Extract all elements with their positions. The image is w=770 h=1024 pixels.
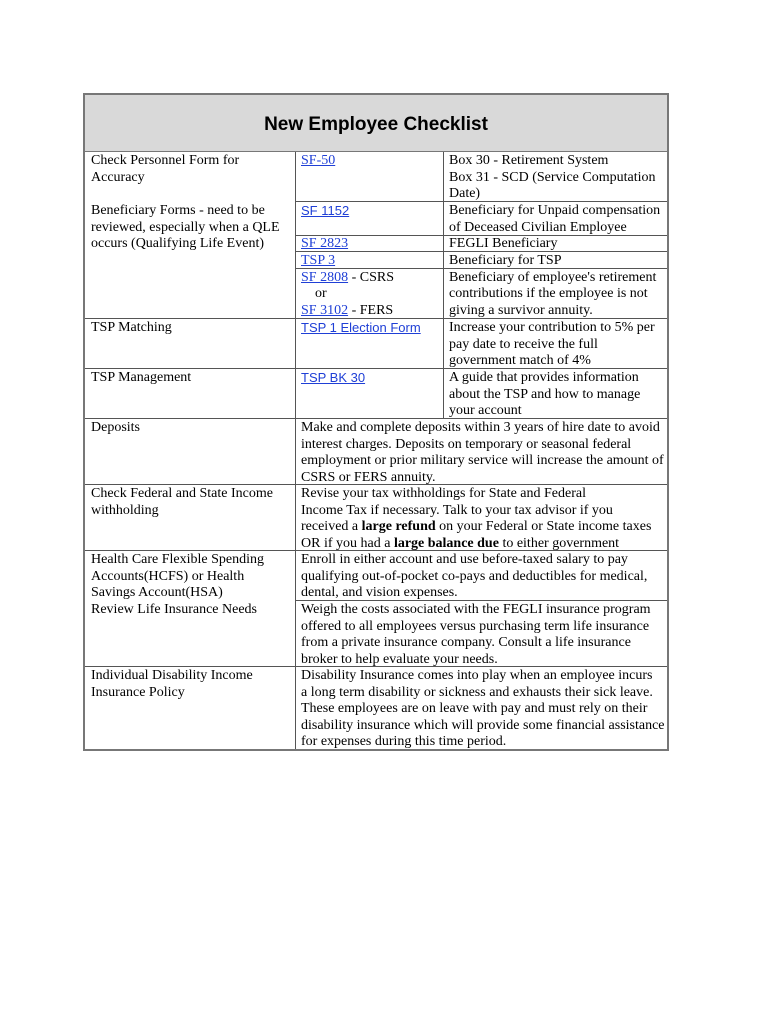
item-description: pay date to receive the full [449,336,598,352]
item-description: from a private insurance company. Consult a life insurance [301,635,631,650]
item-label: Accounts(HCFS) or Health [91,568,245,584]
item-description: These employees are on leave with pay and must rely on their [301,701,648,716]
item-description: Revise your tax withholdings for State and Federal [301,486,586,501]
item-description: Weigh the costs associated with the FEGLI insurance program [301,602,651,617]
column-divider [295,152,296,749]
row-divider [85,418,667,419]
item-label: Review Life Insurance Needs [91,602,257,617]
form-link-tsp3[interactable]: TSP 3 [301,252,336,268]
item-description: your account [449,403,522,418]
column-divider [443,152,444,418]
item-description: received a large refund on your Federal or State income taxes [301,519,652,534]
item-description: of Deceased Civilian Employee [449,219,627,235]
form-link-tspbk30[interactable]: TSP BK 30 [301,370,366,385]
item-description: employment or prior military service will increase the amount of [301,453,664,468]
item-description: a long term disability or sickness and exhausts their sick leave. [301,684,653,700]
item-description: interest charges. Deposits on temporary or seasonal federal [301,436,632,452]
item-description: Box 31 - SCD (Service Computation [449,169,656,185]
item-label: Insurance Policy [91,684,185,700]
item-label: Accuracy [91,169,145,185]
item-description: Income Tax if necessary. Talk to your tax advisor if you [301,502,613,518]
item-description: disability insurance which will provide some financial assistance [301,717,665,733]
form-link-sf2823[interactable]: SF 2823 [301,236,349,251]
item-description: for expenses during this time period. [301,734,507,749]
item-description: Box 30 - Retirement System [449,153,609,168]
item-label: Individual Disability Income [91,668,253,683]
retirement-form-fers [301,303,393,320]
item-description: giving a survivor annuity. [449,302,593,318]
item-label: reviewed, especially when a QLE [91,219,280,235]
item-description: about the TSP and how to manage [449,386,641,402]
item-description: OR if you had a large balance due to either government [301,535,620,551]
form-link-sf3102[interactable]: SF 3102 [301,302,349,318]
item-label: Health Care Flexible Spending [91,552,265,567]
item-description: FEGLI Beneficiary [449,236,558,251]
item-label: Savings Account(HSA) [91,585,223,600]
item-label: Beneficiary Forms - need to be [91,203,265,218]
emphasis-text: large refund [361,519,436,534]
emphasis-text: large balance due [393,535,499,551]
item-description: A guide that provides information [449,370,639,385]
item-description: Date) [449,186,481,201]
page-title: New Employee Checklist [264,114,488,135]
item-description: offered to all employees versus purchasing term life insurance [301,618,650,634]
item-description: contributions if the employee is not [449,286,648,301]
form-link-sf1152[interactable]: SF 1152 [301,203,350,218]
item-description: Disability Insurance comes into play when an employee incurs [301,668,653,683]
item-description: Increase your contribution to 5% per [449,320,655,335]
item-description: Beneficiary of employee's retirement [449,269,657,285]
item-description: dental, and vision expenses. [301,585,458,600]
form-link-tsp1[interactable]: TSP 1 Election Form [301,320,421,335]
item-description: government match of 4% [449,353,591,368]
item-label: Deposits [91,420,140,435]
or-text: or [315,286,327,301]
item-label: withholding [91,502,159,518]
item-label: TSP Matching [91,320,172,335]
item-label: Check Federal and State Income [91,486,273,501]
item-label: Check Personnel Form for [91,153,240,168]
item-description: qualifying out-of-pocket co-pays and deductibles for medical, [301,568,648,584]
retirement-form-csrs [301,270,394,287]
item-label: TSP Management [91,370,192,385]
form-link-sf50[interactable]: SF-50 [301,153,336,168]
form-link-sf2808[interactable]: SF 2808 [301,269,349,285]
item-description: Enroll in either account and use before-taxed salary to pay [301,552,628,567]
item-description: broker to help evaluate your needs. [301,651,498,667]
item-description: Beneficiary for Unpaid compensation [449,203,661,218]
item-label: occurs (Qualifying Life Event) [91,236,264,251]
item-description: Beneficiary for TSP [449,252,562,268]
fers-suffix: - FERS [348,302,394,318]
item-description: Make and complete deposits within 3 years of hire date to avoid [301,420,660,435]
csrs-suffix: - CSRS [348,269,394,285]
row-divider [295,201,667,202]
item-description: CSRS or FERS annuity. [301,469,436,485]
